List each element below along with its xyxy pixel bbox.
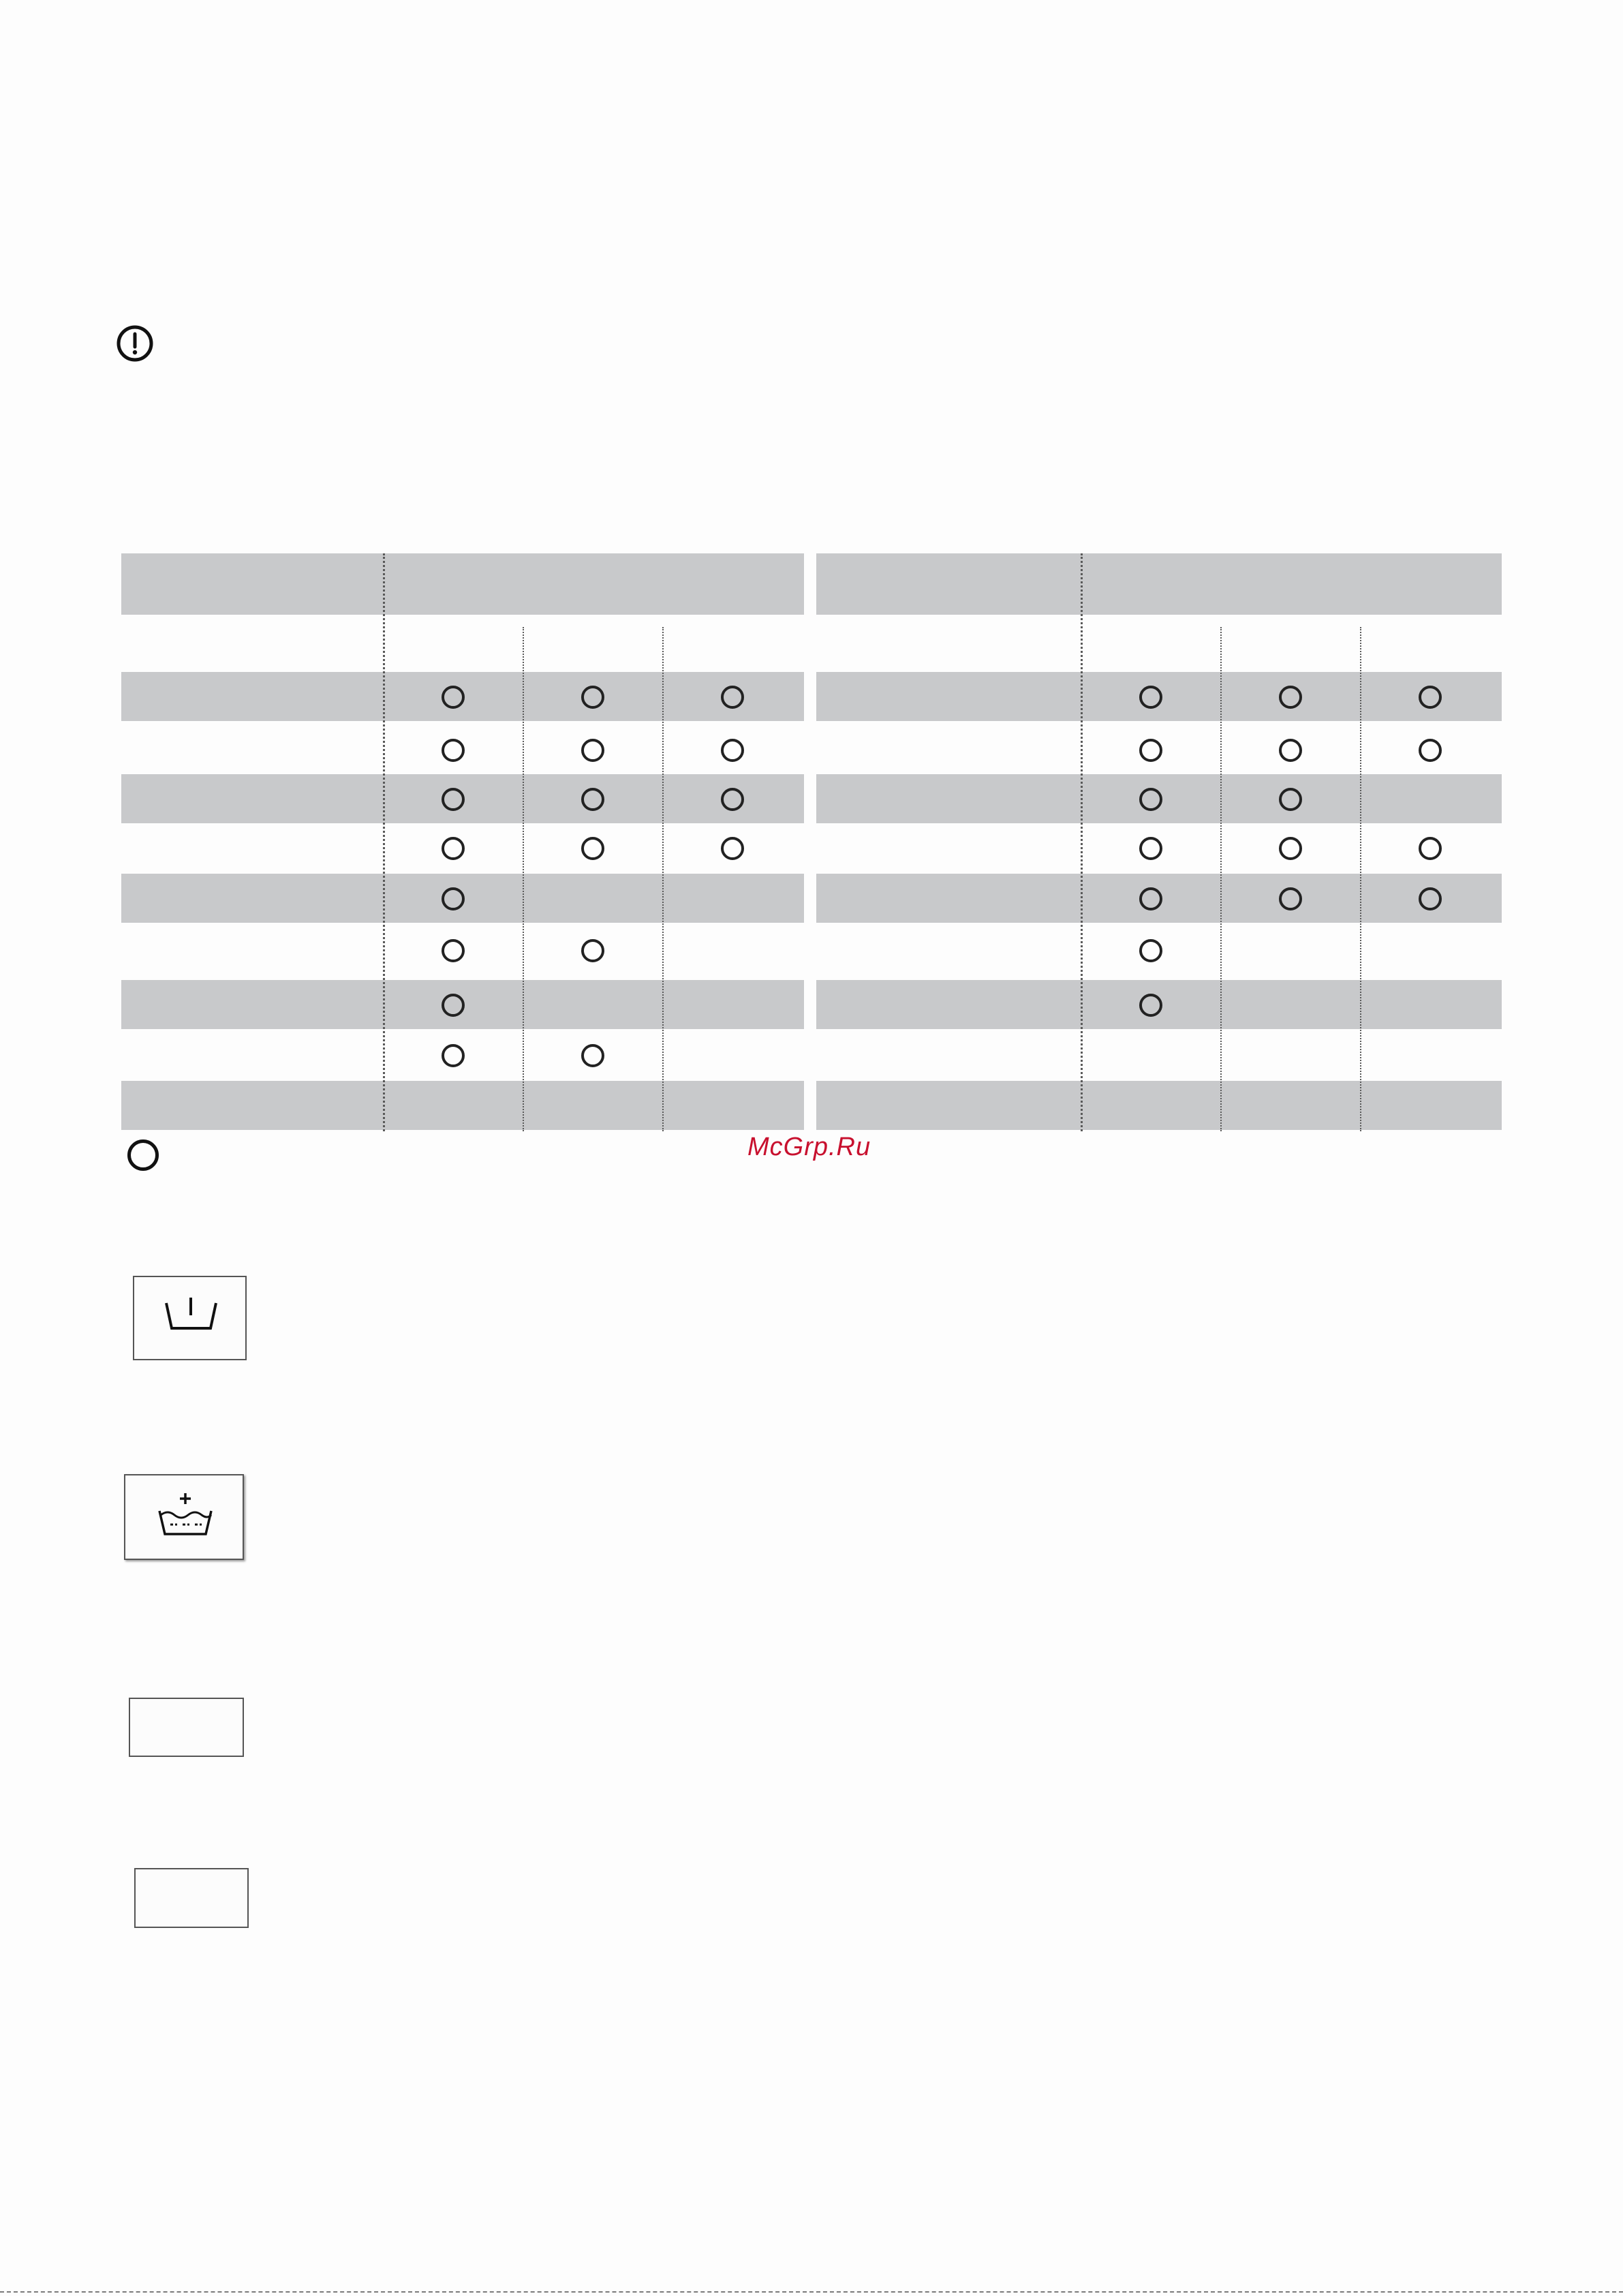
circle-mark-icon <box>1419 837 1442 860</box>
circle-mark-icon <box>127 1139 159 1171</box>
circle-mark-icon <box>581 788 604 811</box>
circle-mark-icon <box>1139 837 1162 860</box>
circle-mark-icon <box>1139 686 1162 709</box>
compatibility-table-left <box>121 553 804 1131</box>
circle-mark-icon <box>1279 739 1302 762</box>
subcolumn-divider <box>1220 627 1222 1131</box>
intensive-wash-icon <box>125 1475 243 1559</box>
watermark: McGrp.Ru <box>747 1133 871 1161</box>
circle-mark-icon <box>1279 686 1302 709</box>
table-header-band <box>121 553 804 615</box>
circle-mark-icon <box>442 887 465 910</box>
circle-mark-icon <box>1139 788 1162 811</box>
circle-mark-icon <box>581 686 604 709</box>
circle-mark-icon <box>1279 837 1302 860</box>
circle-mark-icon <box>442 788 465 811</box>
column-divider <box>1081 553 1083 1131</box>
column-divider <box>383 553 385 1131</box>
blank-symbol-box <box>134 1868 249 1928</box>
circle-mark-icon <box>581 1044 604 1067</box>
circle-mark-icon <box>1419 686 1442 709</box>
circle-mark-icon <box>442 1044 465 1067</box>
page-bottom-divider <box>0 2291 1623 2293</box>
circle-mark-icon <box>581 939 604 962</box>
circle-mark-icon <box>442 686 465 709</box>
subcolumn-divider <box>662 627 664 1131</box>
subcolumn-divider <box>1360 627 1361 1131</box>
circle-mark-icon <box>721 686 744 709</box>
circle-mark-icon <box>442 939 465 962</box>
circle-mark-icon <box>721 739 744 762</box>
compatibility-table-right <box>816 553 1502 1131</box>
circle-mark-icon <box>442 837 465 860</box>
circle-mark-icon <box>721 788 744 811</box>
circle-mark-icon <box>1419 887 1442 910</box>
intensive-wash-symbol <box>124 1474 244 1560</box>
blank-symbol-box <box>129 1698 244 1757</box>
circle-mark-icon <box>1419 739 1442 762</box>
warning-icon <box>116 324 154 363</box>
circle-mark-icon <box>1139 939 1162 962</box>
circle-mark-icon <box>442 994 465 1017</box>
circle-mark-icon <box>1279 788 1302 811</box>
wash-basin-symbol <box>133 1276 247 1360</box>
circle-mark-icon <box>721 837 744 860</box>
table-row-band <box>121 1081 804 1130</box>
circle-mark-icon <box>1139 739 1162 762</box>
circle-mark-icon <box>442 739 465 762</box>
circle-mark-icon <box>581 837 604 860</box>
circle-mark-icon <box>1139 994 1162 1017</box>
table-header-band <box>816 553 1502 615</box>
circle-mark-icon <box>1139 887 1162 910</box>
table-row-band <box>816 1081 1502 1130</box>
wash-basin-icon <box>134 1277 245 1359</box>
circle-mark-icon <box>1279 887 1302 910</box>
subcolumn-divider <box>523 627 524 1131</box>
circle-mark-icon <box>581 739 604 762</box>
